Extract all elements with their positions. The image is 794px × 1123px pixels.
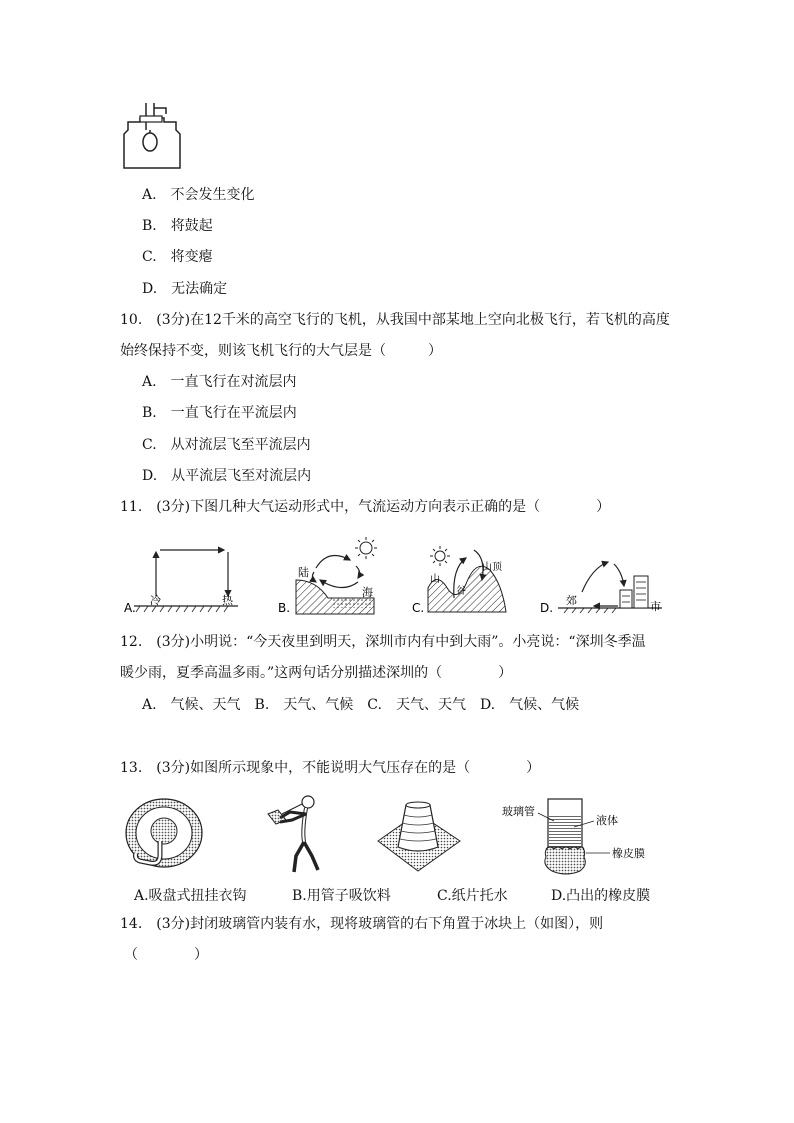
q11-a-letter: A. [124, 601, 136, 615]
q12-stem-line1: 12. (3分)小明说：“今天夜里到明天，深圳市内有中到大雨”。小亮说：“深圳冬季温 [120, 634, 646, 650]
q13-caption-c[interactable]: C.纸片托水 [437, 888, 508, 904]
q11-figure-b [276, 534, 386, 616]
q9-option-c[interactable]: C. 将变瘪 [142, 249, 213, 265]
q11-stem: 11. (3分)下图几种大气运动形式中，气流运动方向表示正确的是（ ） [120, 499, 611, 515]
q10-option-a[interactable]: A. 一直飞行在对流层内 [142, 374, 297, 390]
q13-caption-b[interactable]: B.用管子吸饮料 [292, 888, 391, 904]
bell-jar-balloon-figure [118, 100, 188, 172]
q11-figure-a [120, 542, 240, 616]
q11-b-land-label: 陆 [298, 566, 309, 579]
q10-option-b[interactable]: B. 一直飞行在平流层内 [142, 405, 297, 421]
q9-option-d[interactable]: D. 无法确定 [142, 281, 228, 297]
q14-stem-line1: 14. (3分)封闭玻璃管内装有水，现将玻璃管的右下角置于冰块上（如图），则 [120, 916, 604, 932]
q11-d-suburb-label: 郊 [566, 594, 577, 607]
q11-c-letter: C. [412, 601, 425, 615]
q10-stem-line1: 10. (3分)在12千米的高空飞行的飞机，从我国中部某地上空向北极飞行，若飞机的高度 [120, 312, 670, 328]
q9-option-a[interactable]: A. 不会发生变化 [142, 187, 255, 203]
q13-figure-a-suction-hook [122, 795, 206, 875]
q13-figure-d-rubber-membrane [498, 797, 658, 877]
q14-stem-line2: （ ） [124, 947, 208, 963]
q11-c-mountain-label: 山 [430, 574, 440, 585]
q12-stem-line2: 暖少雨，夏季高温多雨。”这两句话分别描述深圳的（ ） [120, 665, 513, 681]
q13-caption-a[interactable]: A.吸盘式扭挂衣钩 [134, 888, 247, 904]
q11-c-peak-label: 山顶 [482, 562, 502, 573]
q12-options[interactable]: A. 气候、天气 B. 天气、气候 C. 天气、天气 D. 气候、气候 [142, 697, 580, 713]
q13-caption-d[interactable]: D.凸出的橡皮膜 [551, 888, 651, 904]
q13-figure-b-straw-drinking [262, 790, 332, 878]
q11-figure-d [538, 540, 664, 616]
q11-c-valley-label: 谷 [456, 586, 466, 597]
q13-figure-c-paper-holds-water [374, 795, 464, 875]
q10-stem-line2: 始终保持不变，则该飞机飞行的大气层是（ ） [120, 343, 442, 359]
q11-a-hot-label: 热 [222, 594, 233, 607]
q11-d-city-label: 市 [650, 600, 661, 613]
q10-option-c[interactable]: C. 从对流层飞至平流层内 [142, 437, 311, 453]
q11-figure-c [410, 538, 518, 616]
q10-option-d[interactable]: D. 从平流层飞至对流层内 [142, 468, 312, 484]
q11-b-sea-label: 海 [362, 586, 373, 599]
q13-stem: 13. (3分)如图所示现象中，不能说明大气压存在的是（ ） [120, 760, 541, 776]
q13-d-membrane-label: 橡皮膜 [612, 847, 645, 860]
q13-d-tube-label: 玻璃管 [502, 805, 535, 818]
q11-d-letter: D. [540, 601, 554, 615]
q9-option-b[interactable]: B. 将鼓起 [142, 218, 213, 234]
q11-b-letter: B. [278, 601, 291, 615]
q13-d-liquid-label: 液体 [596, 814, 618, 827]
q11-a-cold-label: 冷 [150, 594, 161, 607]
